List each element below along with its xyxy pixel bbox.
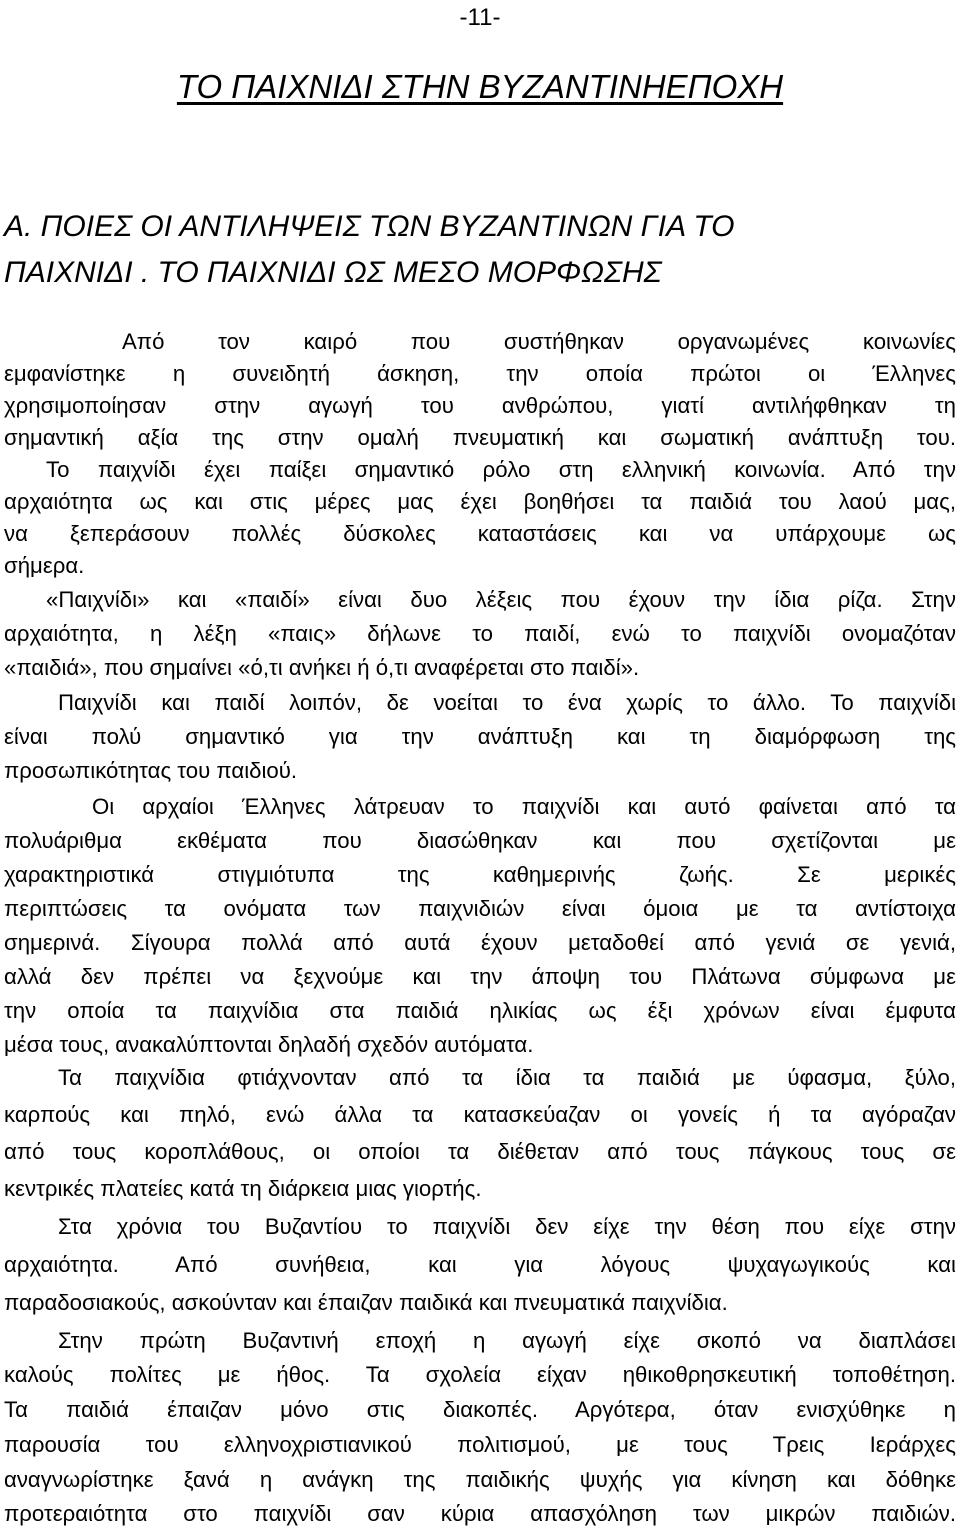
body-line: εμφανίστηκε η συνειδητή άσκηση, την οποία πρώτοι οι Έλληνες	[4, 361, 956, 386]
body-line: Τα παιδιά έπαιζαν μόνο στις διακοπές. Αργότερα, όταν ενισχύθηκε η	[4, 1397, 956, 1422]
section-heading-line-2: ΠΑΙΧΝΙΔΙ . ΤΟ ΠΑΙΧΝΙΔΙ ΩΣ ΜΕΣΟ ΜΟΡΦΩΣΗΣ	[4, 256, 662, 289]
body-line: αρχαιότητα ως και στις μέρες μας έχει βοηθήσει τα παιδιά του λαού μας,	[4, 489, 956, 514]
section-heading-line-1: Α. ΠΟΙΕΣ ΟΙ ΑΝΤΙΛΗΨΕΙΣ ΤΩΝ ΒΥΖΑΝΤΙΝΩΝ ΓΙΑ ΤΟ	[4, 210, 735, 243]
body-line: «Παιχνίδι» και «παιδί» είναι δυο λέξεις που έχουν την ίδια ρίζα. Στην	[46, 587, 956, 612]
body-line: σημερινά. Σίγουρα πολλά από αυτά έχουν μεταδοθεί από γενιά σε γενιά,	[4, 930, 956, 955]
body-line: «παιδιά», που σημαίνει «ό,τι ανήκει ή ό,τι αναφέρεται στο παιδί».	[4, 655, 640, 680]
body-line: πολυάριθμα εκθέματα που διασώθηκαν και που σχετίζονται με	[4, 828, 956, 853]
body-line: προτεραιότητα στο παιχνίδι σαν κύρια απασχόληση των μικρών παιδιών.	[4, 1501, 956, 1526]
body-line: προσωπικότητας του παιδιού.	[4, 758, 298, 783]
page-title: ΤΟ ΠΑΙΧΝΙΔΙ ΣΤΗΝ ΒΥΖΑΝΤΙΝΗΕΠΟΧΗ	[176, 68, 784, 105]
body-line: Το παιχνίδι έχει παίξει σημαντικό ρόλο στη ελληνική κοινωνία. Από την	[46, 457, 956, 482]
body-line: αρχαιότητα, η λέξη «παις» δήλωνε το παιδί, ενώ το παιχνίδι ονομαζόταν	[4, 621, 956, 646]
body-line: από τους κοροπλάθους, οι οποίοι τα διέθεταν από τους πάγκους τους σε	[4, 1139, 956, 1164]
page-number: -11-	[459, 4, 501, 31]
body-line: να ξεπεράσουν πολλές δύσκολες καταστάσεις και να υπάρχουμε ως	[4, 521, 956, 546]
body-line: παραδοσιακούς, ασκούνταν και έπαιζαν παιδικά και πνευματικά παιχνίδια.	[4, 1290, 728, 1315]
body-line: κεντρικές πλατείες κατά τη διάρκεια μιας γιορτής.	[4, 1176, 482, 1201]
body-line: Παιχνίδι και παιδί λοιπόν, δε νοείται το ένα χωρίς το άλλο. Το παιχνίδι	[58, 690, 956, 715]
body-line: Από τον καιρό που συστήθηκαν οργανωμένες κοινωνίες	[122, 329, 956, 354]
body-line: παρουσία του ελληνοχριστιανικού πολιτισμού, με τους Τρεις Ιεράρχες	[4, 1432, 956, 1457]
body-line: αναγνωρίστηκε ξανά η ανάγκη της παιδικής ψυχής για κίνηση και δόθηκε	[4, 1467, 956, 1492]
body-line: σήμερα.	[4, 553, 85, 578]
body-line: Στα χρόνια του Βυζαντίου το παιχνίδι δεν είχε την θέση που είχε στην	[58, 1214, 956, 1239]
body-line: καρπούς και πηλό, ενώ άλλα τα κατασκεύαζαν οι γονείς ή τα αγόραζαν	[4, 1102, 956, 1127]
body-line: χρησιμοποίησαν στην αγωγή του ανθρώπου, γιατί αντιλήφθηκαν τη	[4, 393, 956, 418]
body-line: περιπτώσεις τα ονόματα των παιχνιδιών είναι όμοια με τα αντίστοιχα	[4, 896, 956, 921]
body-line: αλλά δεν πρέπει να ξεχνούμε και την άποψη του Πλάτωνα σύμφωνα με	[4, 964, 956, 989]
body-line: είναι πολύ σημαντικό για την ανάπτυξη και τη διαμόρφωση της	[4, 724, 956, 749]
body-line: μέσα τους, ανακαλύπτονται δηλαδή σχεδόν αυτόματα.	[4, 1032, 534, 1057]
body-line: την οποία τα παιχνίδια στα παιδιά ηλικίας ως έξι χρόνων είναι έμφυτα	[4, 998, 956, 1023]
body-line: σημαντική αξία της στην ομαλή πνευματική και σωματική ανάπτυξη του.	[4, 425, 956, 450]
body-line: καλούς πολίτες με ήθος. Τα σχολεία είχαν ηθικοθρησκευτική τοποθέτηση.	[4, 1362, 956, 1387]
body-line: χαρακτηριστικά στιγμιότυπα της καθημερινής ζωής. Σε μερικές	[4, 862, 956, 887]
body-line: Τα παιχνίδια φτιάχνονταν από τα ίδια τα παιδιά με ύφασμα, ξύλο,	[58, 1065, 956, 1090]
body-line: Οι αρχαίοι Έλληνες λάτρευαν το παιχνίδι και αυτό φαίνεται από τα	[92, 794, 956, 819]
body-line: Στην πρώτη Βυζαντινή εποχή η αγωγή είχε σκοπό να διαπλάσει	[58, 1328, 956, 1353]
body-line: αρχαιότητα. Από συνήθεια, και για λόγους ψυχαγωγικούς και	[4, 1252, 956, 1277]
